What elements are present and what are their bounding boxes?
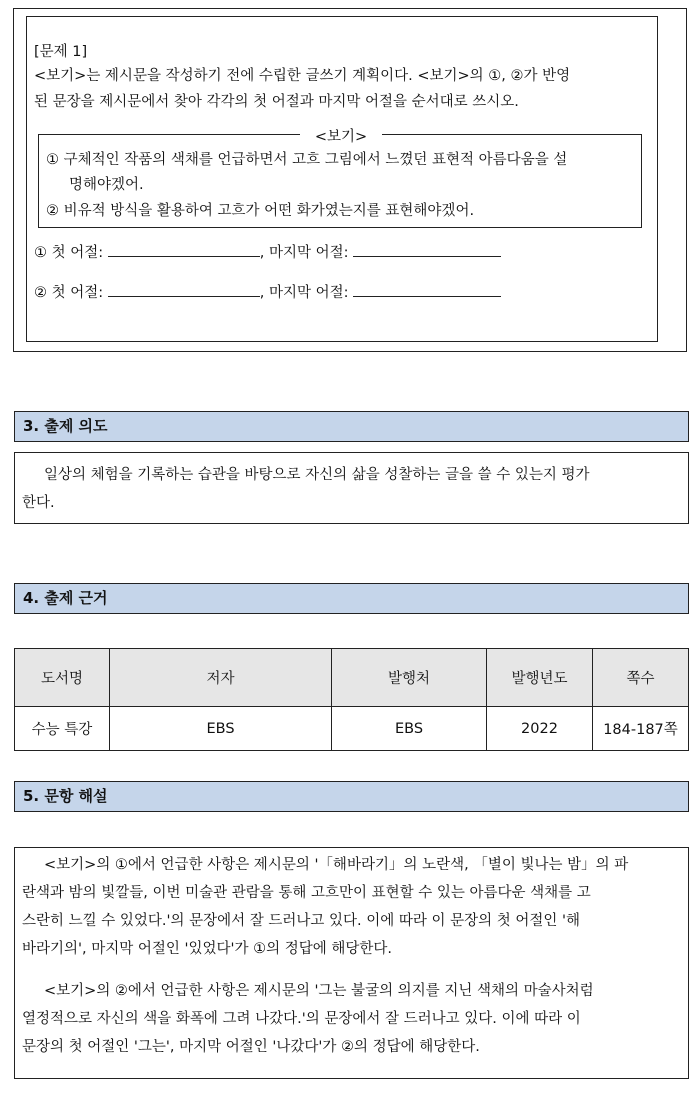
cell-publisher: EBS [332, 707, 487, 751]
answer2-first-blank[interactable] [108, 282, 260, 297]
answer1-last-blank[interactable] [353, 242, 501, 257]
section5-paragraph1 [22, 851, 682, 963]
answer1-first-blank[interactable] [108, 242, 260, 257]
cell-pages: 184-187쪽 [593, 707, 689, 751]
p1-line1: <보기>의 ①에서 언급한 사항은 제시문의 '「해바라기」의 노란색, 「별이 빛나는 밤」의 파 [44, 857, 629, 873]
p2-line2: 열정적으로 자신의 색을 화폭에 그려 나갔다.'의 문장에서 잘 드러나고 있다. 이에 따라 이 [22, 1011, 581, 1027]
p2-line1: <보기>의 ②에서 언급한 사항은 제시문의 '그는 불굴의 의지를 지닌 색채의 마술사처럼 [44, 983, 594, 999]
table-row [15, 707, 689, 751]
section3-text [22, 461, 682, 517]
section5-header: 5. 문항 해설 [14, 781, 689, 812]
answer-row-2 [34, 281, 501, 302]
answer2-first-label: ② 첫 어절: [34, 285, 104, 301]
header-book-title: 도서명 [15, 649, 110, 707]
p1-line2: 란색과 밤의 빛깔들, 이번 미술관 관람을 통해 고흐만이 표현할 수 있는 아름다운 색채를 고 [22, 885, 591, 901]
cell-year: 2022 [487, 707, 593, 751]
section3-text-line2: 한다. [22, 495, 55, 511]
p1-line4: 바라기의', 마지막 어절인 '있었다'가 ①의 정답에 해당한다. [22, 941, 392, 957]
answer2-last-label: , 마지막 어절: [259, 285, 349, 301]
header-publisher: 발행처 [332, 649, 487, 707]
bogi-item1-line2: 명해야겠어. [69, 177, 144, 193]
section3-text-line1: 일상의 체험을 기록하는 습관을 바탕으로 자신의 삶을 성찰하는 글을 쓸 수 있는지 평가 [44, 467, 590, 483]
header-year: 발행년도 [487, 649, 593, 707]
cell-author: EBS [110, 707, 332, 751]
bogi-item2: ② 비유적 방식을 활용하여 고흐가 어떤 화가였는지를 표현해야겠어. [46, 203, 475, 219]
bogi-title: <보기> [300, 125, 382, 146]
question-label: [문제 1] [34, 44, 88, 60]
cell-book-title: 수능 특강 [15, 707, 110, 751]
answer1-first-label: ① 첫 어절: [34, 245, 104, 261]
bogi-item1-line1: ① 구체적인 작품의 색채를 언급하면서 고흐 그림에서 느꼈던 표현적 아름다움을 설 [46, 152, 568, 168]
header-pages: 쪽수 [593, 649, 689, 707]
question-prompt-line1: <보기>는 제시문을 작성하기 전에 수립한 글쓰기 계획이다. <보기>의 ①, ②가 반영 [34, 68, 571, 84]
question-prompt-line2: 된 문장을 제시문에서 찾아 각각의 첫 어절과 마지막 어절을 순서대로 쓰시오. [34, 94, 519, 110]
answer2-last-blank[interactable] [353, 282, 501, 297]
answer-row-1 [34, 241, 501, 262]
answer1-last-label: , 마지막 어절: [259, 245, 349, 261]
p2-line3: 문장의 첫 어절인 '그는', 마지막 어절인 '나갔다'가 ②의 정답에 해당한다. [22, 1039, 480, 1055]
section3-header: 3. 출제 의도 [14, 411, 689, 442]
header-author: 저자 [110, 649, 332, 707]
section4-header: 4. 출제 근거 [14, 583, 689, 614]
p1-line3: 스란히 느낄 수 있었다.'의 문장에서 잘 드러나고 있다. 이에 따라 이 문장의 첫 어절인 '해 [22, 913, 580, 929]
section5-paragraph2 [22, 977, 682, 1061]
source-table-header-row [15, 649, 689, 707]
source-table [14, 648, 689, 751]
